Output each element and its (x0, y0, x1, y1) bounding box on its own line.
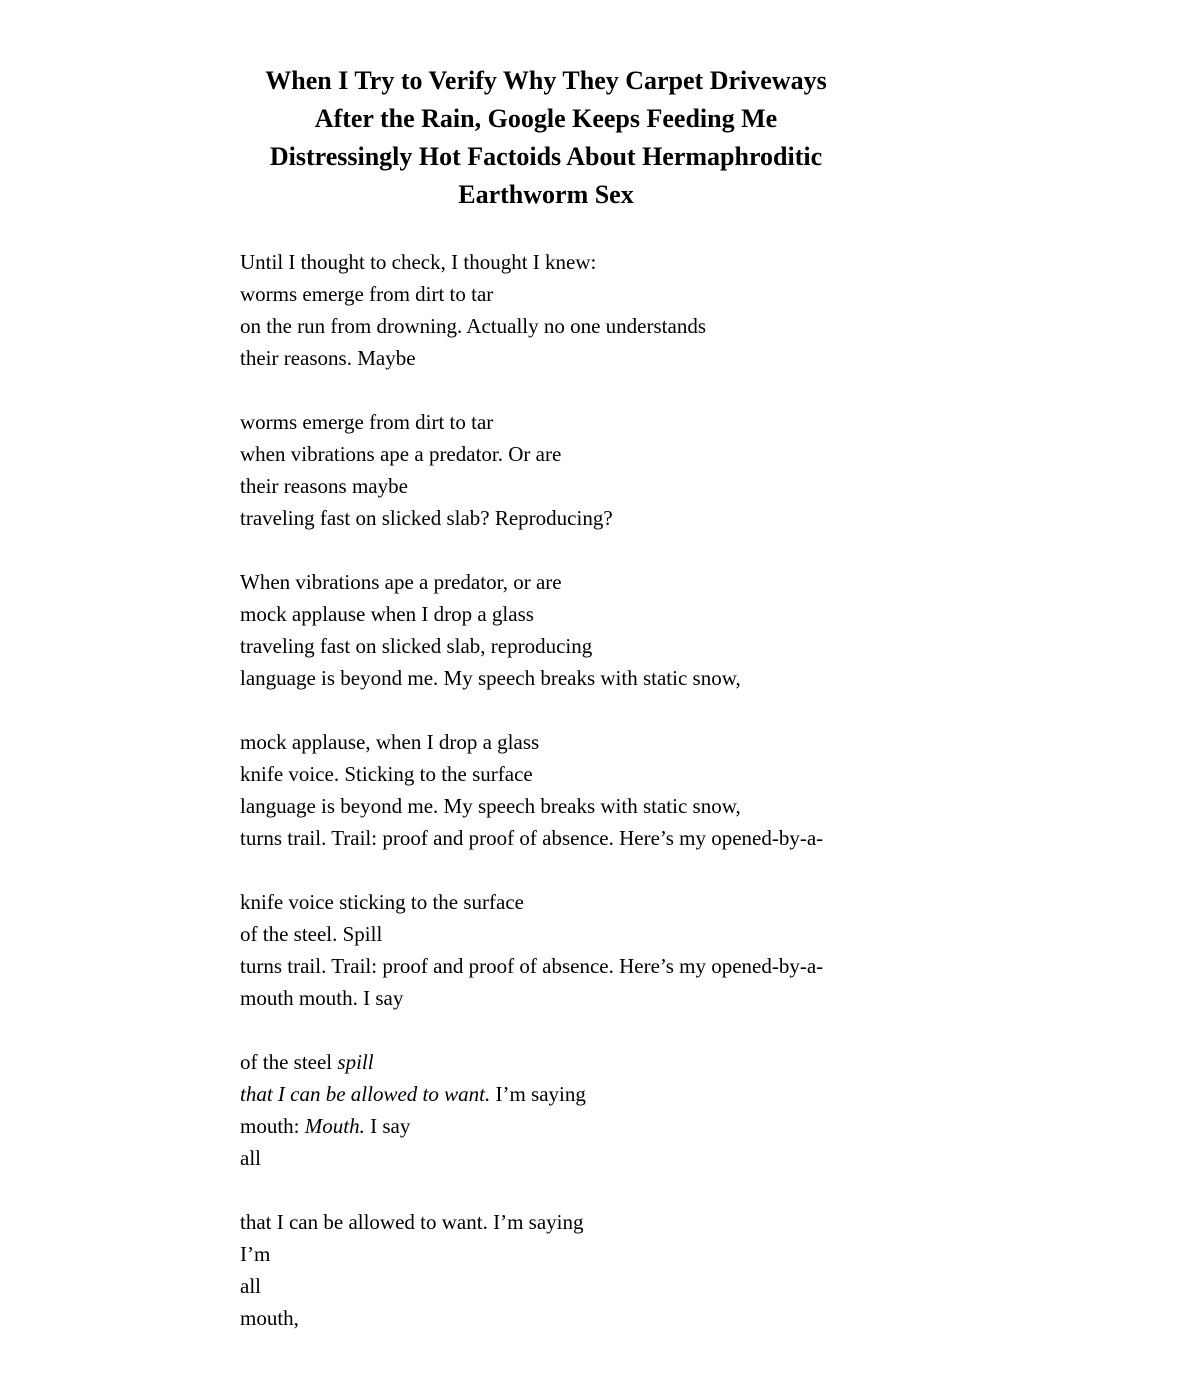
poem-line (240, 1110, 960, 1142)
poem-segment: I’m saying (490, 1082, 586, 1106)
stanza (240, 406, 960, 534)
poem-segment: of the steel. Spill (240, 922, 383, 946)
poem-line (240, 278, 960, 310)
poem-segment-italic: Mouth. (304, 1114, 365, 1138)
poem-line (240, 790, 960, 822)
poem-segment: Until I thought to check, I thought I knew: (240, 250, 597, 274)
poem-segment-italic: spill (337, 1050, 374, 1074)
poem-line (240, 1206, 960, 1238)
poem-segment: I say (364, 1114, 411, 1138)
poem-line (240, 726, 960, 758)
stanza (240, 246, 960, 374)
poem-line (240, 1238, 960, 1270)
poem-segment: when vibrations ape a predator. Or are (240, 442, 562, 466)
poem-segment: worms emerge from dirt to tar (240, 410, 494, 434)
poem-title-line: Distressingly Hot Factoids About Hermaphroditic (269, 142, 823, 171)
poem-segment: turns trail. Trail: proof and proof of absence. Here’s my opened-by-a- (240, 826, 824, 850)
poem-line (240, 470, 960, 502)
poem-line (240, 438, 960, 470)
poem-segment: mock applause when I drop a glass (240, 602, 534, 626)
poem-line (240, 630, 960, 662)
stanza (240, 726, 960, 854)
poem-segment: traveling fast on slicked slab? Reproducing? (240, 506, 613, 530)
poem-segment: mouth: (240, 1114, 305, 1138)
poem-line (240, 502, 960, 534)
poem-segment: turns trail. Trail: proof and proof of absence. Here’s my opened-by-a- (240, 954, 824, 978)
poem-body (240, 246, 960, 1334)
poem-line (240, 246, 960, 278)
poem-line (240, 950, 960, 982)
stanza (240, 566, 960, 694)
poem-line (240, 1142, 960, 1174)
poem-segment: worms emerge from dirt to tar (240, 282, 494, 306)
poem-line (240, 886, 960, 918)
stanza (240, 1206, 960, 1334)
poem-line (240, 342, 960, 374)
poem-title-line: Earthworm Sex (458, 180, 634, 209)
poem-line (240, 758, 960, 790)
poem-title (240, 62, 852, 214)
poem-segment: language is beyond me. My speech breaks with static snow, (240, 794, 741, 818)
poem-segment: When vibrations ape a predator, or are (240, 570, 562, 594)
poem-segment: knife voice sticking to the surface (240, 890, 524, 914)
poem-segment: on the run from drowning. Actually no one understands (240, 314, 706, 338)
poem-line (240, 918, 960, 950)
poem-line (240, 982, 960, 1014)
poem-segment: mock applause, when I drop a glass (240, 730, 540, 754)
poem-segment: of the steel (240, 1050, 338, 1074)
poem-segment: mouth mouth. I say (240, 986, 404, 1010)
poem-line (240, 1046, 960, 1078)
poem-line (240, 662, 960, 694)
stanza (240, 886, 960, 1014)
stanza (240, 1046, 960, 1174)
poem-segment: all (240, 1146, 261, 1170)
poem-title-line: When I Try to Verify Why They Carpet Driveways (265, 66, 827, 95)
poem-line (240, 310, 960, 342)
poem-segment: I’m (240, 1242, 271, 1266)
poem-line (240, 1302, 960, 1334)
poem-segment: their reasons. Maybe (240, 346, 416, 370)
poem-line (240, 1270, 960, 1302)
poem-segment: language is beyond me. My speech breaks with static snow, (240, 666, 741, 690)
poem-segment: all (240, 1274, 261, 1298)
poem-line (240, 1078, 960, 1110)
poem-line (240, 406, 960, 438)
poem-segment: traveling fast on slicked slab, reproducing (240, 634, 593, 658)
poem-title-line: After the Rain, Google Keeps Feeding Me (314, 104, 778, 133)
poem-segment: that I can be allowed to want. I’m saying (240, 1210, 584, 1234)
poem-segment: their reasons maybe (240, 474, 408, 498)
poem-segment-italic: that I can be allowed to want. (240, 1082, 491, 1106)
poem-segment: knife voice. Sticking to the surface (240, 762, 533, 786)
poem-segment: mouth, (240, 1306, 299, 1330)
poem-line (240, 822, 960, 854)
poem-line (240, 566, 960, 598)
poem-line (240, 598, 960, 630)
